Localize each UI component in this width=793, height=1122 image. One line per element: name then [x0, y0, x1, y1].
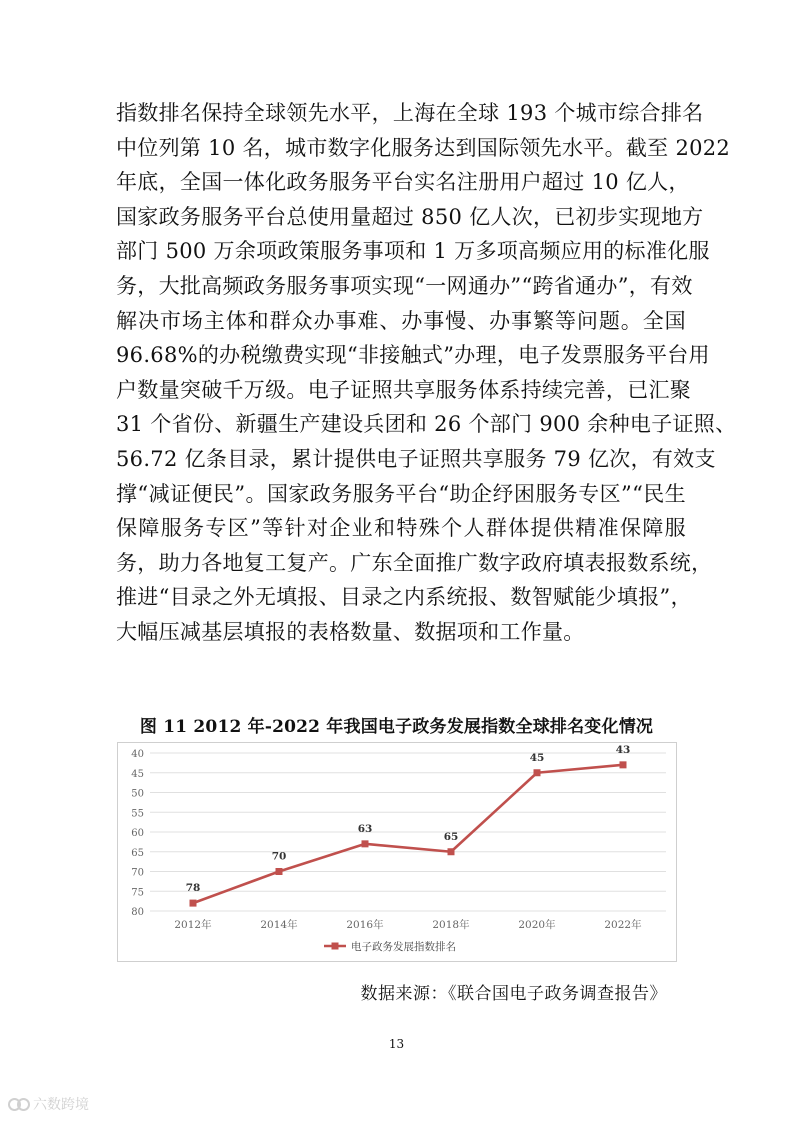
data-label: 45	[529, 751, 545, 764]
y-tick-label: 50	[131, 788, 144, 800]
watermark-logo-icon	[8, 1096, 30, 1112]
chart-gridlines	[150, 753, 666, 911]
data-label: 63	[357, 822, 373, 835]
legend-label: 电子政务发展指数排名	[351, 941, 456, 953]
x-tick-label: 2012年	[174, 919, 212, 931]
paragraph-line: 务，大批高频政务服务事项实现“一网通办”“跨省通办”，有效	[116, 273, 693, 298]
paragraph-line: 部门 500 万余项政策服务事项和 1 万多项高频应用的标准化服	[116, 239, 710, 264]
legend-marker	[332, 943, 339, 950]
watermark-text: 六数跨境	[33, 1097, 89, 1113]
x-axis-ticks	[174, 918, 642, 931]
x-tick-label: 2018年	[432, 919, 470, 931]
data-label: 78	[185, 882, 201, 895]
y-tick-label: 40	[131, 749, 144, 760]
paragraph-line: 撑“减证便民”。国家政务服务平台“助企纾困服务专区”“民生	[116, 481, 686, 506]
series-line	[193, 765, 623, 903]
y-tick-label: 45	[131, 768, 144, 780]
paragraph-line: 96.68%的办税缴费实现“非接触式”办理，电子发票服务平台用	[116, 343, 710, 368]
x-tick-label: 2014年	[260, 919, 298, 931]
y-tick-label: 80	[131, 907, 144, 918]
y-tick-label: 70	[131, 867, 144, 879]
y-axis-ticks	[131, 749, 144, 918]
data-label: 65	[443, 830, 459, 843]
paragraph-line: 31 个省份、新疆生产建设兵团和 26 个部门 900 余种电子证照、	[116, 412, 737, 437]
paragraph-line: 保障服务专区”等针对企业和特殊个人群体提供精准保障服	[116, 516, 686, 541]
data-label: 43	[615, 743, 631, 756]
data-source-note: 数据来源：《联合国电子政务调查报告》	[360, 984, 667, 1004]
data-point-marker	[620, 761, 627, 768]
page-number: 13	[388, 1037, 405, 1051]
data-point-marker	[362, 840, 369, 847]
x-tick-label: 2022年	[604, 919, 642, 931]
data-point-marker	[448, 848, 455, 855]
data-point-marker	[190, 900, 197, 907]
paragraph-line: 年底，全国一体化政务服务平台实名注册用户超过 10 亿人，	[116, 170, 690, 195]
data-label: 70	[271, 850, 287, 863]
paragraph-line: 中位列第 10 名，城市数字化服务达到国际领先水平。截至 2022	[116, 135, 731, 160]
x-tick-label: 2016年	[346, 919, 384, 931]
y-tick-label: 65	[131, 847, 144, 859]
paragraph-line: 大幅压减基层填报的表格数量、数据项和工作量。	[116, 619, 585, 644]
paragraph-line: 指数排名保持全球领先水平，上海在全球 193 个城市综合排名	[116, 101, 704, 125]
paragraph-line: 国家政务服务平台总使用量超过 850 亿人次，已初步实现地方	[116, 204, 704, 229]
paragraph-line: 务，助力各地复工复产。广东全面推广数字政府填表报数系统，	[116, 550, 713, 575]
paragraph-line: 56.72 亿条目录，累计提供电子证照共享服务 79 亿次，有效支	[116, 446, 716, 471]
chart-container	[117, 742, 677, 962]
data-point-marker	[276, 868, 283, 875]
x-tick-label: 2020年	[518, 919, 556, 931]
figure-caption: 图 11 2012 年-2022 年我国电子政务发展指数全球排名变化情况	[139, 717, 654, 737]
body-paragraph	[116, 96, 737, 650]
paragraph-line: 解决市场主体和群众办事难、办事慢、办事繁等问题。全国	[116, 308, 686, 333]
paragraph-line: 推进“目录之外无填报、目录之内系统报、数智赋能少填报”，	[116, 585, 692, 610]
paragraph-line: 户数量突破千万级。电子证照共享服务体系持续完善，已汇聚	[116, 377, 692, 402]
chart-legend	[324, 940, 456, 953]
y-tick-label: 55	[131, 808, 144, 820]
y-tick-label: 75	[131, 887, 144, 899]
data-point-marker	[534, 769, 541, 776]
y-tick-label: 60	[131, 828, 144, 839]
ranking-line-chart	[118, 743, 676, 961]
watermark	[8, 1094, 89, 1114]
chart-series	[186, 744, 631, 907]
